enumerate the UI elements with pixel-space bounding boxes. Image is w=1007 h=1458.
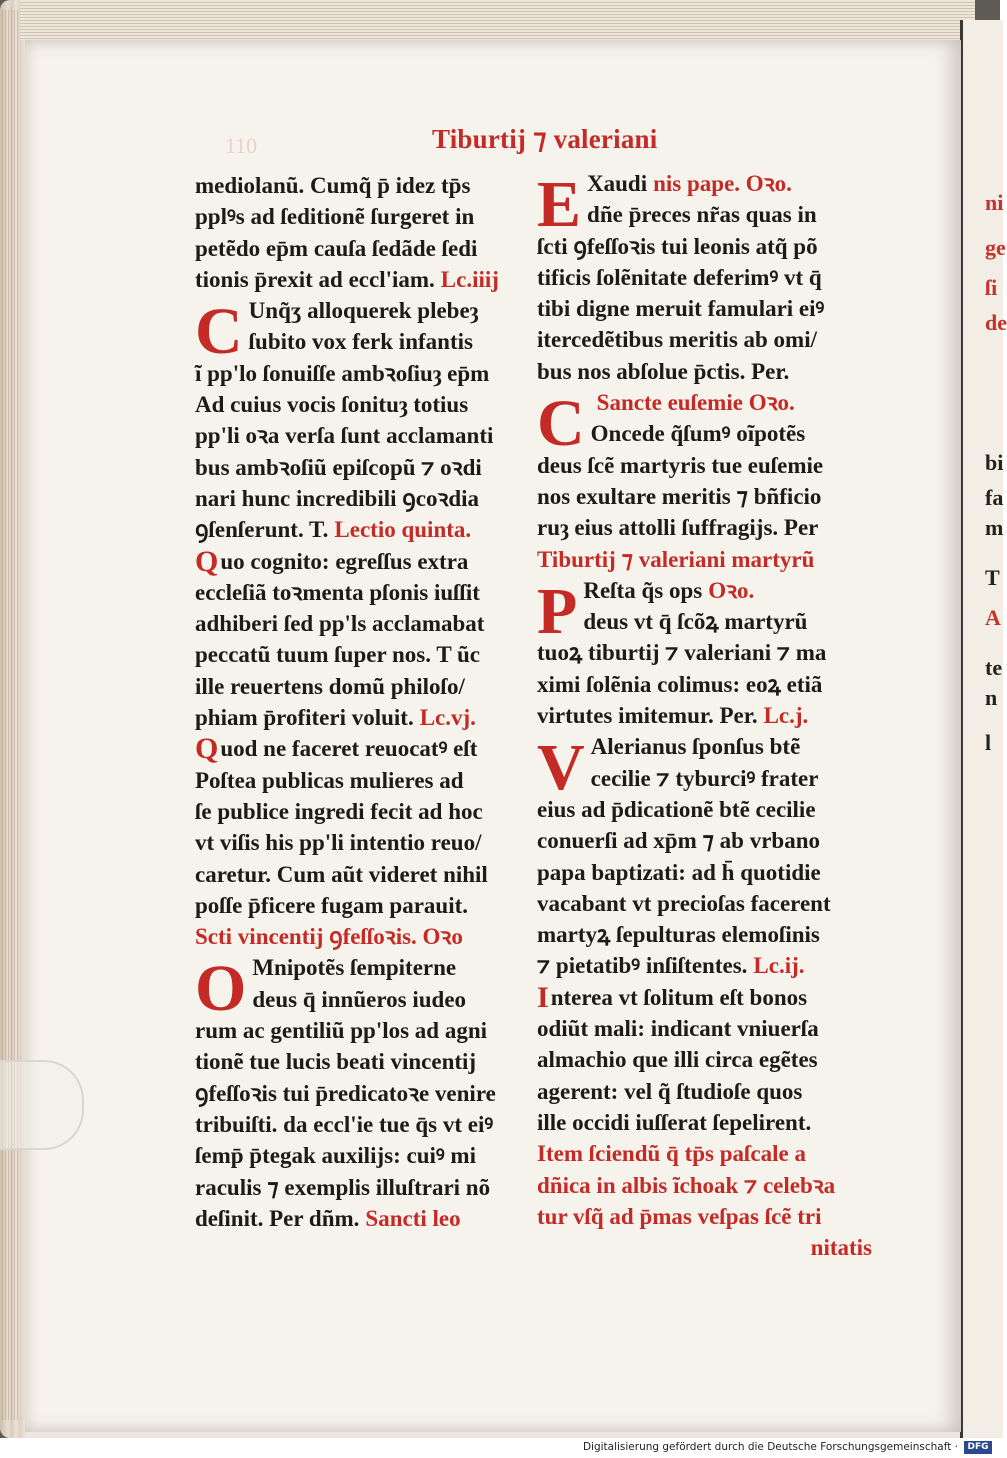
text-line [537, 794, 872, 825]
body-text: nterea vt ſolitum eſt bonos [550, 984, 808, 1010]
body-text: rum ac gentiliũ pp'los ad agni [195, 1018, 488, 1044]
text-line [195, 796, 535, 827]
initial-letter: I [537, 980, 549, 1014]
rubric-text: tur vſq̃ ad p̄mas veſpas ſcẽ tri [537, 1203, 822, 1229]
body-text: itercedẽtibus meritis ab omi/ [537, 327, 817, 353]
facing-page-fragment: bi [985, 450, 1004, 475]
text-line [537, 700, 872, 731]
rubric-text: Oꝛo. [708, 577, 755, 603]
text-line [537, 857, 872, 888]
text-line [195, 577, 535, 608]
body-text: vt viſis his pp'li intentio reuo/ [195, 830, 482, 856]
facing-page-fragment: de [985, 310, 1007, 335]
text-line [537, 1201, 872, 1232]
text-line [195, 514, 535, 545]
text-line [537, 606, 872, 637]
text-line [195, 452, 535, 483]
body-text: ſe publice ingredi fecit ad hoc [195, 798, 483, 824]
body-text: ruȝ eius attolli ſuffragijs. Per [537, 515, 819, 541]
body-text: vacabant vt precioſas facerent [537, 890, 831, 916]
body-text: ſubito vox ferk infantis [248, 329, 473, 355]
body-text: pp'li oꝛa verſa ſunt acclamanti [195, 423, 494, 449]
body-text: petẽdo ep̄m cauſa ſedãde ſedi [195, 235, 478, 261]
body-text: mediolanũ. Cumq̃ p̄ idez tp̄s [195, 173, 471, 198]
text-line [537, 1138, 872, 1169]
body-text: uod ne faceret reuocatꝰ eſt [220, 736, 478, 762]
facing-page-edge [960, 20, 1007, 1438]
body-text: eius ad p̄dicationẽ btẽ cecilie [537, 796, 816, 822]
body-text: nari hunc incredibili ꝯcoꝛdia [195, 485, 480, 511]
rubric-text: Lc.iiij [440, 266, 499, 292]
text-line [537, 512, 872, 543]
rubric-text: nis pape. Oꝛo. [653, 171, 792, 196]
text-line [195, 1203, 535, 1234]
text-line [537, 199, 872, 230]
text-line [195, 358, 535, 389]
text-line [537, 950, 872, 981]
rubric-text: dñica in albis ĩchoak ⁊ celebꝛa [537, 1172, 836, 1198]
page-clip [0, 1060, 84, 1150]
body-text: Alerianus ſponſus btẽ [590, 734, 801, 760]
body-text: dñe p̄reces nr̃as quas in [587, 202, 817, 228]
text-line [195, 671, 535, 702]
body-text: poſſe p̄ficere fugam parauit. [195, 892, 468, 918]
body-text: deus q̄ innũeros iudeo [252, 986, 467, 1012]
text-line [537, 1044, 872, 1075]
text-line [195, 859, 535, 890]
facing-page-fragment: fa [985, 485, 1004, 510]
body-text: ⁊ pietatibꝰ inſiſtentes. [537, 953, 748, 979]
rubric-text: Item ſciendũ q̄ tp̄s paſcale a [537, 1141, 806, 1167]
body-text: deſinit. Per dñm. [195, 1205, 360, 1231]
text-line [537, 356, 872, 387]
text-line [537, 637, 872, 668]
facing-page-fragment: m [985, 515, 1004, 540]
text-line [537, 1107, 872, 1138]
text-line [537, 387, 872, 418]
facing-page-fragment: ge [985, 235, 1006, 260]
page-edges [2, 10, 20, 1420]
text-line [195, 264, 535, 295]
body-text: cecilie ⁊ tyburciꝰ frater [590, 765, 819, 791]
body-text: pplꝰs ad ſeditionẽ ſurgeret in [195, 204, 475, 230]
text-line [537, 544, 872, 575]
text-line [537, 293, 872, 324]
text-line [195, 483, 535, 514]
initial-letter: C [537, 387, 585, 461]
text-line [195, 326, 535, 357]
text-line [195, 1046, 535, 1077]
initial-letter: P [537, 574, 578, 648]
text-line [537, 450, 872, 481]
text-line [195, 420, 535, 451]
body-text: tionis p̄rexit ad eccl'iam. [195, 266, 435, 292]
text-line [195, 1078, 535, 1109]
facing-page-fragment: ſi [985, 275, 998, 300]
text-line [537, 231, 872, 262]
body-text: papa baptizati: ad h̄ quotidie [537, 859, 821, 885]
footer-credit: Digitalisierung gefördert durch die Deutsche Forschungsgemeinschaft · [582, 1441, 958, 1453]
body-text: Poſtea publicas mulieres ad [195, 767, 464, 793]
rubric-text: nitatis [810, 1235, 872, 1261]
text-line [537, 1232, 872, 1263]
text-line [195, 608, 535, 639]
body-text: agerent: vel q̃ ſtudioſe quos [537, 1078, 803, 1104]
dfg-logo: DFG [964, 1441, 992, 1454]
page-number-ghost: 110 [225, 133, 258, 158]
body-text: nos exultare meritis ⁊ bñficio [537, 483, 822, 509]
rubric-text: Lc.vj. [419, 705, 476, 731]
top-page-edges [20, 0, 975, 40]
body-text: uo cognito: egreſſus extra [220, 548, 469, 574]
body-text: ꝯſenſerunt. T. [195, 517, 329, 543]
rubric-text: Scti vincentij ꝯfeſſoꝛis. Oꝛo [195, 924, 463, 950]
body-text: bus ambꝛoſiũ epiſcopũ ⁊ oꝛdi [195, 454, 482, 480]
body-text: ĩ pp'lo ſonuiſſe ambꝛoſiuȝ ep̄m [195, 360, 490, 386]
body-text: tificis ſolẽnitate deferimꝰ vt q̄ [537, 264, 822, 290]
facing-page-fragment: n [985, 685, 998, 710]
text-line [537, 262, 872, 293]
text-line [195, 295, 535, 326]
text-line [195, 1109, 535, 1140]
text-line [195, 201, 535, 232]
left-text-column [195, 170, 535, 1234]
facing-page-fragment: ni [985, 190, 1004, 215]
body-text: tionẽ tue lucis beati vincentij [195, 1049, 477, 1075]
text-line [537, 669, 872, 700]
body-text: virtutes imitemur. Per. [537, 703, 758, 729]
text-line [195, 170, 535, 201]
body-text: Ad cuius vocis ſonituȝ totius [195, 392, 469, 418]
body-text: bus nos abſolue p̄ctis. Per. [537, 358, 790, 384]
text-line [537, 825, 872, 856]
text-line [537, 919, 872, 950]
initial-letter: O [195, 952, 247, 1026]
text-line [537, 324, 872, 355]
body-text: ximi ſolẽnia colimus: eoꝝ etiã [537, 671, 823, 697]
text-line [195, 733, 535, 764]
body-text: ille occidi iuſſerat ſepelirent. [537, 1109, 812, 1135]
rubric-text: Lectio quinta. [334, 517, 472, 543]
running-head: Tiburtij ⁊ valeriani [432, 124, 658, 154]
body-text: Oncede q̃ſumꝰ oĩpotẽs [590, 421, 806, 447]
body-text: deus ſcẽ martyris tue euſemie [537, 452, 824, 478]
body-text: ille reuertens domũ philoſo/ [195, 673, 465, 699]
body-text: deus vt q̄ ſcõꝝ martyrũ [583, 609, 808, 635]
text-line [537, 731, 872, 762]
text-line [195, 1172, 535, 1203]
body-text: Xaudi [587, 171, 648, 196]
body-text: martyꝝ ſepulturas elemoſinis [537, 922, 820, 948]
body-text: peccatũ tuum ſuper nos. T ũc [195, 642, 480, 668]
body-text: Unq̃ʒ alloquerek plebeȝ [248, 298, 479, 324]
body-text: conuerſi ad xp̄m ⁊ ab vrbano [537, 828, 820, 854]
body-text: ſemp̄ p̄tegak auxilijs: cuiꝰ mi [195, 1143, 476, 1169]
body-text: ſcti ꝯfeſſoꝛis tui leonis atq̃ põ [537, 233, 818, 259]
text-line [195, 389, 535, 420]
body-text: ꝯfeſſoꝛis tui p̄redicatoꝛe venire [195, 1080, 496, 1106]
body-text: adhiberi ſed pp'ls acclamabat [195, 611, 485, 637]
body-text: Reſta q̃s ops [583, 577, 703, 603]
rubric-text: Sancti leo [365, 1205, 461, 1231]
text-line [195, 233, 535, 264]
body-text: odiũt mali: indicant vniuerſa [537, 1016, 819, 1042]
rubric-text: Lc.ij. [753, 953, 805, 979]
facing-page-fragment: A [985, 605, 1001, 630]
text-line [537, 481, 872, 512]
body-text: tribuiſti. da eccl'ie tue q̄s vt eiꝰ [195, 1111, 494, 1137]
rubric-text: Sancte euſemie Oꝛo. [596, 390, 795, 416]
body-text: Mnipotẽs ſempiterne [252, 955, 457, 981]
body-text: almachio que illi circa egẽtes [537, 1047, 818, 1073]
text-line [195, 639, 535, 670]
body-text: eccleſiã toꝛmenta pſonis iuſſit [195, 579, 480, 605]
text-line [195, 765, 535, 796]
text-line [195, 890, 535, 921]
text-line [195, 1140, 535, 1171]
right-text-column [537, 168, 872, 1263]
body-text: tibi digne meruit famulari eiꝰ [537, 296, 825, 322]
text-line [195, 702, 535, 733]
facing-page-fragment: T [985, 565, 1000, 590]
body-text: tuoꝝ tiburtij ⁊ valeriani ⁊ ma [537, 640, 827, 666]
facing-page-fragment: l [985, 730, 992, 755]
initial-letter: C [195, 295, 243, 369]
text-line [537, 575, 872, 606]
text-line [537, 418, 872, 449]
text-line [195, 546, 535, 577]
text-line [537, 763, 872, 794]
text-line [537, 1170, 872, 1201]
rubric-text: Lc.j. [763, 703, 809, 729]
initial-letter: E [537, 168, 582, 241]
rubric-text: Tiburtij ⁊ valeriani martyrũ [537, 546, 815, 572]
text-line [195, 921, 535, 952]
initial-letter: V [537, 731, 585, 805]
body-text: caretur. Cum aũt videret nihil [195, 861, 488, 887]
body-text: raculis ⁊ exemplis illuſtrari nõ [195, 1174, 491, 1200]
text-line [537, 982, 872, 1013]
text-line [195, 827, 535, 858]
text-line [537, 1013, 872, 1044]
facing-page-fragment: te [985, 655, 1003, 680]
text-line [195, 1015, 535, 1046]
text-line [537, 168, 872, 199]
text-line [537, 888, 872, 919]
body-text: phiam p̄rofiteri voluit. [195, 705, 414, 731]
text-line [537, 1076, 872, 1107]
initial-letter: Q [195, 544, 219, 578]
initial-letter: Q [195, 732, 219, 766]
